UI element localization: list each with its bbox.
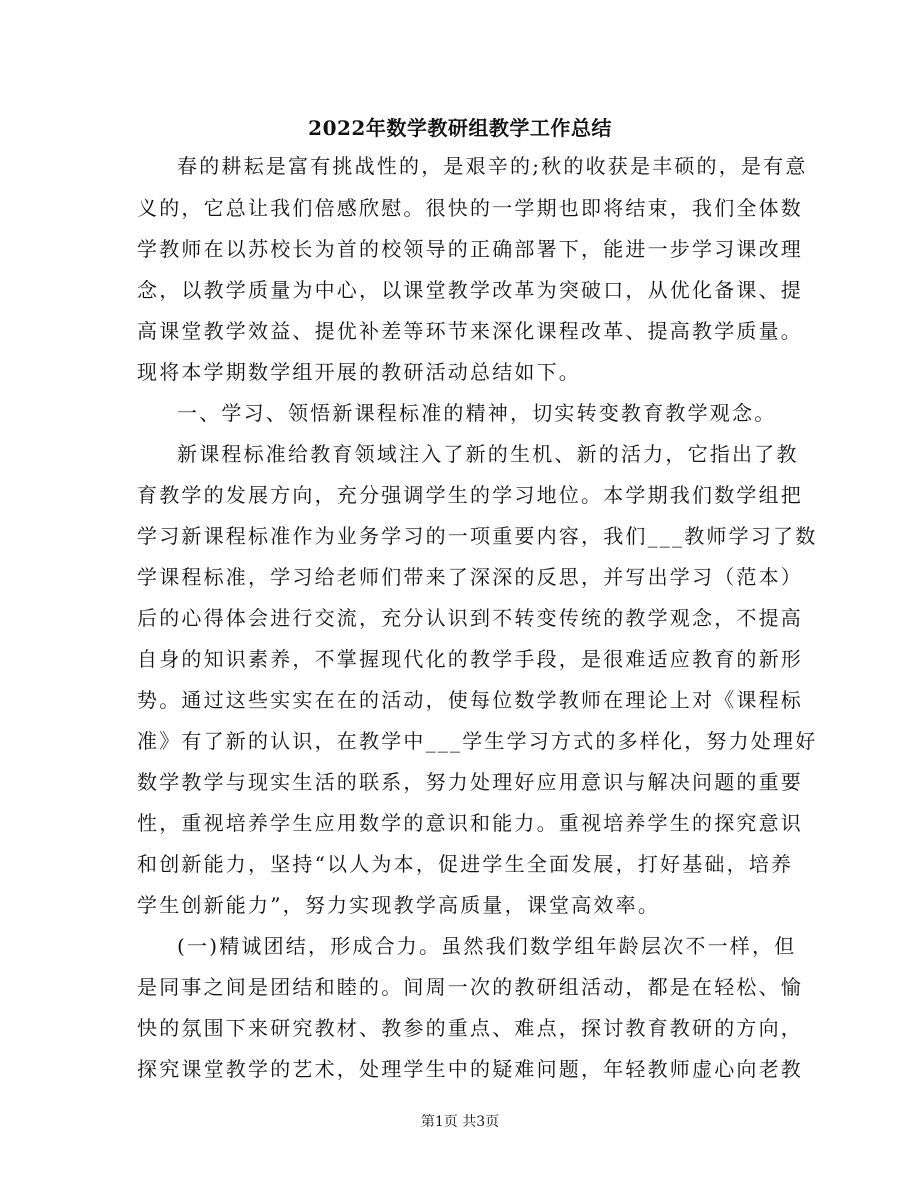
- paragraph-line: 后的心得体会进行交流，充分认识到不转变传统的教学观念，不提高: [137, 606, 803, 630]
- paragraph-line: 性，重视培养学生应用数学的意识和能力。重视培养学生的探究意识: [137, 811, 803, 835]
- paragraph-line: 学生创新能力”，努力实现教学高质量，课堂高效率。: [137, 893, 661, 917]
- paragraph-line: 学教师在以苏校长为首的校领导的正确部署下，能进一步学习课改理: [137, 237, 803, 261]
- paragraph-line: 义的，它总让我们倍感欣慰。很快的一学期也即将结束，我们全体数: [137, 196, 803, 220]
- paragraph-line: 育教学的发展方向，充分强调学生的学习地位。本学期我们数学组把: [137, 483, 803, 507]
- paragraph-line: 和创新能力，坚持“以人为本，促进学生全面发展，打好基础，培养: [137, 852, 794, 876]
- paragraph-line: 学习新课程标准作为业务学习的一项重要内容，我们___教师学习了数: [137, 524, 818, 548]
- paragraph-line: 数学教学与现实生活的联系，努力处理好应用意识与解决问题的重要: [137, 770, 803, 794]
- paragraph-line: 准》有了新的认识，在教学中___学生学习方式的多样化，努力处理好: [137, 729, 818, 753]
- paragraph-line: 现将本学期数学组开展的教研活动总结如下。: [137, 360, 581, 384]
- paragraph-line: (一)精诚团结，形成合力。虽然我们数学组年龄层次不一样，但: [177, 934, 797, 958]
- section-heading: 一、学习、领悟新课程标准的精神，切实转变教育教学观念。: [177, 401, 777, 425]
- paragraph-line: 春的耕耘是富有挑战性的，是艰辛的;秋的收获是丰硕的，是有意: [177, 154, 808, 178]
- paragraph-line: 是同事之间是团结和睦的。间周一次的教研组活动，都是在轻松、愉: [137, 975, 803, 999]
- paragraph-line: 新课程标准给教育领域注入了新的生机、新的活力，它指出了教: [177, 442, 799, 466]
- page-number: 第1页 共3页: [420, 1114, 500, 1130]
- paragraph-line: 自身的知识素养，不掌握现代化的教学手段，是很难适应教育的新形: [137, 647, 803, 671]
- paragraph-line: 快的氛围下来研究教材、教参的重点、难点，探讨教育教研的方向，: [137, 1016, 803, 1040]
- paragraph-line: 高课堂教学效益、提优补差等环节来深化课程改革、提高教学质量。: [137, 319, 803, 343]
- paragraph-line: 探究课堂教学的艺术，处理学生中的疑难问题，年轻教师虚心向老教: [137, 1057, 803, 1081]
- paragraph-line: 学课程标准，学习给老师们带来了深深的反思，并写出学习（范本）: [137, 565, 803, 589]
- paragraph-line: 势。通过这些实实在在的活动，使每位数学教师在理论上对《课程标: [137, 688, 803, 712]
- document-title: 2022年数学教研组教学工作总结: [308, 116, 612, 140]
- paragraph-line: 念，以教学质量为中心，以课堂教学改革为突破口，从优化备课、提: [137, 278, 803, 302]
